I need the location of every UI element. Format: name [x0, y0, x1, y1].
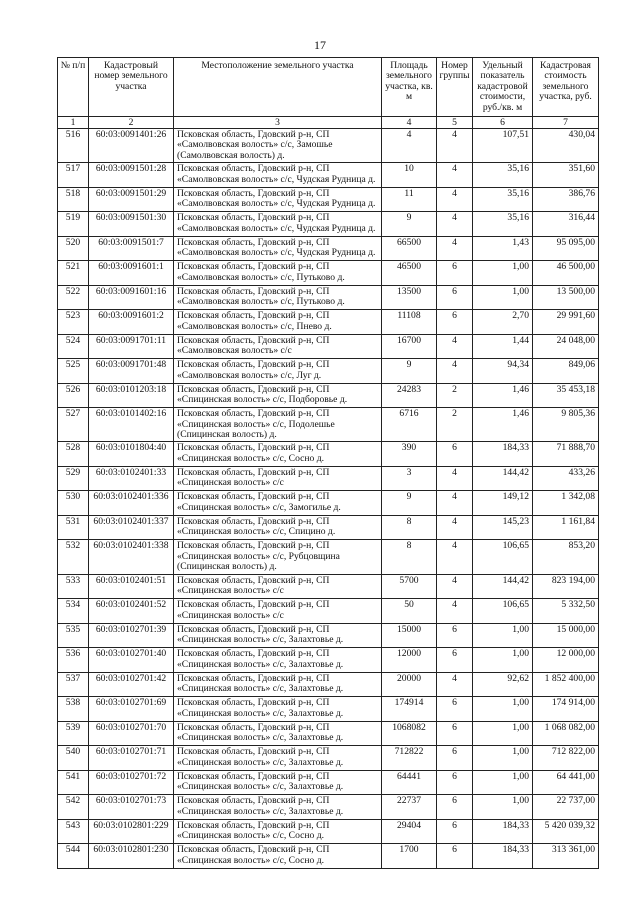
area-cell: 9: [382, 359, 437, 384]
area-cell: 1068082: [382, 721, 437, 746]
row-number-cell: 538: [58, 697, 89, 722]
specific-value-cell: 184,33: [473, 819, 533, 844]
cadastral-number-cell: 60:03:0101402:16: [89, 408, 174, 442]
cadastral-number-cell: 60:03:0102401:33: [89, 466, 174, 491]
table-row: [58, 746, 599, 771]
location-cell: Псковская область, Гдовский р-н, СП «Спицинская волость» с/с, Залахтовье д.: [174, 721, 382, 746]
cadastral-cost-cell: 849,06: [533, 359, 599, 384]
cadastral-cost-cell: 1 852 400,00: [533, 672, 599, 697]
cadastral-number-cell: 60:03:0102701:70: [89, 721, 174, 746]
group-number-cell: 6: [437, 844, 473, 869]
table-row: [58, 623, 599, 648]
location-cell: Псковская область, Гдовский р-н, СП «Спицинская волость» с/с, Залахтовье д.: [174, 623, 382, 648]
cadastral-number-cell: 60:03:0102401:337: [89, 515, 174, 540]
cadastral-number-cell: 60:03:0102701:73: [89, 795, 174, 820]
row-number-cell: 537: [58, 672, 89, 697]
group-number-cell: 4: [437, 515, 473, 540]
header-cadastral-cost: Кадастровая стоимость земельного участка, руб.: [533, 58, 599, 117]
specific-value-cell: 1,43: [473, 236, 533, 261]
header-row-number: № п/п: [58, 58, 89, 117]
page-number: 17: [314, 38, 326, 52]
area-cell: 5700: [382, 574, 437, 599]
table-row: [58, 310, 599, 335]
column-number: 1: [58, 117, 89, 129]
group-number-cell: 2: [437, 408, 473, 442]
area-cell: 174914: [382, 697, 437, 722]
location-cell: Псковская область, Гдовский р-н, СП «Спицинская волость» с/с, Сосно д.: [174, 819, 382, 844]
header-specific-value: Удельный показатель кадастровой стоимости, руб./кв. м: [473, 58, 533, 117]
cadastral-cost-cell: 823 194,00: [533, 574, 599, 599]
group-number-cell: 6: [437, 697, 473, 722]
cadastral-cost-cell: 15 000,00: [533, 623, 599, 648]
cadastral-number-cell: 60:03:0091601:16: [89, 285, 174, 310]
table-row: [58, 359, 599, 384]
area-cell: 50: [382, 599, 437, 624]
specific-value-cell: 1,00: [473, 697, 533, 722]
cadastral-cost-cell: 712 822,00: [533, 746, 599, 771]
location-cell: Псковская область, Гдовский р-н, СП «Спицинская волость» с/с: [174, 574, 382, 599]
specific-value-cell: 1,46: [473, 408, 533, 442]
specific-value-cell: 1,00: [473, 648, 533, 673]
table-row: [58, 236, 599, 261]
specific-value-cell: 144,42: [473, 574, 533, 599]
cadastral-cost-cell: 5 332,50: [533, 599, 599, 624]
cadastral-cost-cell: 316,44: [533, 212, 599, 237]
area-cell: 20000: [382, 672, 437, 697]
cadastral-value-table: [57, 57, 599, 869]
area-cell: 66500: [382, 236, 437, 261]
row-number-cell: 532: [58, 540, 89, 574]
group-number-cell: 4: [437, 491, 473, 516]
specific-value-cell: 35,16: [473, 163, 533, 188]
group-number-cell: 4: [437, 540, 473, 574]
specific-value-cell: 184,33: [473, 844, 533, 869]
row-number-cell: 517: [58, 163, 89, 188]
cadastral-cost-cell: 386,76: [533, 187, 599, 212]
group-number-cell: 6: [437, 770, 473, 795]
specific-value-cell: 144,42: [473, 466, 533, 491]
location-cell: Псковская область, Гдовский р-н, СП «Самолвовская волость» с/с, Замошье (Самолвовская волость) д.: [174, 129, 382, 163]
cadastral-number-cell: 60:03:0102701:72: [89, 770, 174, 795]
specific-value-cell: 1,00: [473, 285, 533, 310]
table-row: [58, 187, 599, 212]
area-cell: 712822: [382, 746, 437, 771]
cadastral-number-cell: 60:03:0091601:2: [89, 310, 174, 335]
row-number-cell: 533: [58, 574, 89, 599]
cadastral-cost-cell: 1 342,08: [533, 491, 599, 516]
location-cell: Псковская область, Гдовский р-н, СП «Самолвовская волость» с/с, Путьково д.: [174, 285, 382, 310]
group-number-cell: 6: [437, 746, 473, 771]
area-cell: 6716: [382, 408, 437, 442]
specific-value-cell: 1,00: [473, 770, 533, 795]
cadastral-cost-cell: 24 048,00: [533, 334, 599, 359]
area-cell: 9: [382, 491, 437, 516]
cadastral-number-cell: 60:03:0091701:11: [89, 334, 174, 359]
specific-value-cell: 35,16: [473, 187, 533, 212]
table-row: [58, 491, 599, 516]
group-number-cell: 6: [437, 648, 473, 673]
group-number-cell: 4: [437, 236, 473, 261]
specific-value-cell: 1,00: [473, 721, 533, 746]
cadastral-cost-cell: 430,04: [533, 129, 599, 163]
row-number-cell: 540: [58, 746, 89, 771]
cadastral-number-cell: 60:03:0101804:40: [89, 442, 174, 467]
group-number-cell: 6: [437, 623, 473, 648]
cadastral-cost-cell: 29 991,60: [533, 310, 599, 335]
row-number-cell: 520: [58, 236, 89, 261]
specific-value-cell: 145,23: [473, 515, 533, 540]
cadastral-cost-cell: 46 500,00: [533, 261, 599, 286]
row-number-cell: 528: [58, 442, 89, 467]
header-location: Местоположение земельного участка: [174, 58, 382, 117]
table-row: [58, 795, 599, 820]
row-number-cell: 525: [58, 359, 89, 384]
table-row: [58, 466, 599, 491]
specific-value-cell: 106,65: [473, 599, 533, 624]
table-row: [58, 442, 599, 467]
cadastral-number-cell: 60:03:0102801:229: [89, 819, 174, 844]
table-row: [58, 574, 599, 599]
area-cell: 390: [382, 442, 437, 467]
cadastral-number-cell: 60:03:0091601:1: [89, 261, 174, 286]
location-cell: Псковская область, Гдовский р-н, СП «Спицинская волость» с/с, Залахтовье д.: [174, 672, 382, 697]
row-number-cell: 535: [58, 623, 89, 648]
row-number-cell: 523: [58, 310, 89, 335]
cadastral-number-cell: 60:03:0102701:42: [89, 672, 174, 697]
area-cell: 64441: [382, 770, 437, 795]
area-cell: 9: [382, 212, 437, 237]
row-number-cell: 527: [58, 408, 89, 442]
table-row: [58, 285, 599, 310]
group-number-cell: 6: [437, 795, 473, 820]
area-cell: 46500: [382, 261, 437, 286]
header-group: Номер группы: [437, 58, 473, 117]
cadastral-number-cell: 60:03:0091501:30: [89, 212, 174, 237]
cadastral-number-cell: 60:03:0102701:71: [89, 746, 174, 771]
location-cell: Псковская область, Гдовский р-н, СП «Самолвовская волость» с/с, Пнево д.: [174, 310, 382, 335]
table-header-row: [58, 58, 599, 117]
cadastral-number-cell: 60:03:0102401:338: [89, 540, 174, 574]
row-number-cell: 536: [58, 648, 89, 673]
table-body: [58, 129, 599, 869]
cadastral-cost-cell: 64 441,00: [533, 770, 599, 795]
cadastral-cost-cell: 71 888,70: [533, 442, 599, 467]
table-row: [58, 408, 599, 442]
specific-value-cell: 107,51: [473, 129, 533, 163]
location-cell: Псковская область, Гдовский р-н, СП «Спицинская волость» с/с, Залахтовье д.: [174, 697, 382, 722]
specific-value-cell: 92,62: [473, 672, 533, 697]
row-number-cell: 524: [58, 334, 89, 359]
row-number-cell: 534: [58, 599, 89, 624]
area-cell: 10: [382, 163, 437, 188]
table-row: [58, 721, 599, 746]
column-number: 6: [473, 117, 533, 129]
table-row: [58, 129, 599, 163]
group-number-cell: 4: [437, 212, 473, 237]
cadastral-number-cell: 60:03:0091501:29: [89, 187, 174, 212]
specific-value-cell: 1,44: [473, 334, 533, 359]
cadastral-cost-cell: 174 914,00: [533, 697, 599, 722]
row-number-cell: 529: [58, 466, 89, 491]
cadastral-cost-cell: 22 737,00: [533, 795, 599, 820]
table-row: [58, 212, 599, 237]
row-number-cell: 539: [58, 721, 89, 746]
table-row: [58, 515, 599, 540]
group-number-cell: 4: [437, 599, 473, 624]
group-number-cell: 4: [437, 129, 473, 163]
table-row: [58, 540, 599, 574]
cadastral-number-cell: 60:03:0102401:51: [89, 574, 174, 599]
table-row: [58, 383, 599, 408]
table-row: [58, 844, 599, 869]
location-cell: Псковская область, Гдовский р-н, СП «Спицинская волость» с/с, Залахтовье д.: [174, 648, 382, 673]
table-row: [58, 697, 599, 722]
header-cadastral-number: Кадастровый номер земельного участка: [89, 58, 174, 117]
table-row: [58, 163, 599, 188]
area-cell: 8: [382, 540, 437, 574]
cadastral-number-cell: 60:03:0102701:39: [89, 623, 174, 648]
row-number-cell: 530: [58, 491, 89, 516]
group-number-cell: 4: [437, 163, 473, 188]
group-number-cell: 6: [437, 261, 473, 286]
area-cell: 4: [382, 129, 437, 163]
cadastral-cost-cell: 9 805,36: [533, 408, 599, 442]
specific-value-cell: 35,16: [473, 212, 533, 237]
cadastral-number-cell: 60:03:0102401:336: [89, 491, 174, 516]
specific-value-cell: 1,00: [473, 746, 533, 771]
table-row: [58, 334, 599, 359]
group-number-cell: 6: [437, 442, 473, 467]
cadastral-cost-cell: 351,60: [533, 163, 599, 188]
location-cell: Псковская область, Гдовский р-н, СП «Спицинская волость» с/с, Сосно д.: [174, 844, 382, 869]
location-cell: Псковская область, Гдовский р-н, СП «Спицинская волость» с/с, Замогилье д.: [174, 491, 382, 516]
location-cell: Псковская область, Гдовский р-н, СП «Самолвовская волость» с/с, Путьково д.: [174, 261, 382, 286]
location-cell: Псковская область, Гдовский р-н, СП «Спицинская волость» с/с, Подолешье (Спицинская волость) д.: [174, 408, 382, 442]
cadastral-number-cell: 60:03:0102701:40: [89, 648, 174, 673]
group-number-cell: 6: [437, 285, 473, 310]
group-number-cell: 4: [437, 334, 473, 359]
group-number-cell: 4: [437, 672, 473, 697]
row-number-cell: 526: [58, 383, 89, 408]
group-number-cell: 6: [437, 310, 473, 335]
specific-value-cell: 184,33: [473, 442, 533, 467]
row-number-cell: 542: [58, 795, 89, 820]
cadastral-number-cell: 60:03:0102701:69: [89, 697, 174, 722]
specific-value-cell: 1,46: [473, 383, 533, 408]
location-cell: Псковская область, Гдовский р-н, СП «Спицинская волость» с/с, Подборовье д.: [174, 383, 382, 408]
table-row: [58, 261, 599, 286]
area-cell: 22737: [382, 795, 437, 820]
table-row: [58, 672, 599, 697]
location-cell: Псковская область, Гдовский р-н, СП «Спицинская волость» с/с: [174, 466, 382, 491]
location-cell: Псковская область, Гдовский р-н, СП «Самолвовская волость» с/с, Чудская Рудница д.: [174, 187, 382, 212]
area-cell: 8: [382, 515, 437, 540]
location-cell: Псковская область, Гдовский р-н, СП «Самолвовская волость» с/с, Луг д.: [174, 359, 382, 384]
table-row: [58, 770, 599, 795]
location-cell: Псковская область, Гдовский р-н, СП «Самолвовская волость» с/с, Чудская Рудница д.: [174, 163, 382, 188]
group-number-cell: 6: [437, 721, 473, 746]
group-number-cell: 4: [437, 574, 473, 599]
cadastral-cost-cell: 13 500,00: [533, 285, 599, 310]
location-cell: Псковская область, Гдовский р-н, СП «Спицинская волость» с/с, Сосно д.: [174, 442, 382, 467]
group-number-cell: 2: [437, 383, 473, 408]
area-cell: 1700: [382, 844, 437, 869]
cadastral-number-cell: 60:03:0102401:52: [89, 599, 174, 624]
area-cell: 11: [382, 187, 437, 212]
group-number-cell: 6: [437, 819, 473, 844]
location-cell: Псковская область, Гдовский р-н, СП «Самолвовская волость» с/с: [174, 334, 382, 359]
row-number-cell: 543: [58, 819, 89, 844]
location-cell: Псковская область, Гдовский р-н, СП «Спицинская волость» с/с, Рубцовщина (Спицинская волость) д.: [174, 540, 382, 574]
location-cell: Псковская область, Гдовский р-н, СП «Спицинская волость» с/с, Залахтовье д.: [174, 770, 382, 795]
specific-value-cell: 1,00: [473, 261, 533, 286]
specific-value-cell: 1,00: [473, 795, 533, 820]
cadastral-number-cell: 60:03:0091401:26: [89, 129, 174, 163]
column-number: 3: [174, 117, 382, 129]
table-row: [58, 599, 599, 624]
column-number: 2: [89, 117, 174, 129]
area-cell: 24283: [382, 383, 437, 408]
location-cell: Псковская область, Гдовский р-н, СП «Самолвовская волость» с/с, Чудская Рудница д.: [174, 236, 382, 261]
table-row: [58, 819, 599, 844]
header-area: Площадь земельного участка, кв. м: [382, 58, 437, 117]
cadastral-cost-cell: 853,20: [533, 540, 599, 574]
group-number-cell: 4: [437, 187, 473, 212]
row-number-cell: 518: [58, 187, 89, 212]
area-cell: 3: [382, 466, 437, 491]
column-number: 5: [437, 117, 473, 129]
cadastral-cost-cell: 313 361,00: [533, 844, 599, 869]
location-cell: Псковская область, Гдовский р-н, СП «Самолвовская волость» с/с, Чудская Рудница д.: [174, 212, 382, 237]
specific-value-cell: 1,00: [473, 623, 533, 648]
row-number-cell: 544: [58, 844, 89, 869]
location-cell: Псковская область, Гдовский р-н, СП «Спицинская волость» с/с, Залахтовье д.: [174, 746, 382, 771]
location-cell: Псковская область, Гдовский р-н, СП «Спицинская волость» с/с, Спицино д.: [174, 515, 382, 540]
cadastral-cost-cell: 433,26: [533, 466, 599, 491]
group-number-cell: 4: [437, 466, 473, 491]
specific-value-cell: 106,65: [473, 540, 533, 574]
row-number-cell: 541: [58, 770, 89, 795]
cadastral-cost-cell: 35 453,18: [533, 383, 599, 408]
area-cell: 13500: [382, 285, 437, 310]
group-number-cell: 4: [437, 359, 473, 384]
row-number-cell: 516: [58, 129, 89, 163]
specific-value-cell: 2,70: [473, 310, 533, 335]
area-cell: 16700: [382, 334, 437, 359]
column-number: 4: [382, 117, 437, 129]
specific-value-cell: 94,34: [473, 359, 533, 384]
cadastral-cost-cell: 95 095,00: [533, 236, 599, 261]
table-row: [58, 648, 599, 673]
specific-value-cell: 149,12: [473, 491, 533, 516]
cadastral-number-cell: 60:03:0102801:230: [89, 844, 174, 869]
column-number: 7: [533, 117, 599, 129]
cadastral-cost-cell: 12 000,00: [533, 648, 599, 673]
cadastral-number-cell: 60:03:0101203:18: [89, 383, 174, 408]
cadastral-number-cell: 60:03:0091501:28: [89, 163, 174, 188]
area-cell: 29404: [382, 819, 437, 844]
row-number-cell: 522: [58, 285, 89, 310]
area-cell: 11108: [382, 310, 437, 335]
column-number-row: [58, 117, 599, 129]
cadastral-number-cell: 60:03:0091501:7: [89, 236, 174, 261]
row-number-cell: 519: [58, 212, 89, 237]
cadastral-cost-cell: 1 068 082,00: [533, 721, 599, 746]
row-number-cell: 531: [58, 515, 89, 540]
location-cell: Псковская область, Гдовский р-н, СП «Спицинская волость» с/с, Залахтовье д.: [174, 795, 382, 820]
cadastral-cost-cell: 1 161,84: [533, 515, 599, 540]
area-cell: 12000: [382, 648, 437, 673]
cadastral-cost-cell: 5 420 039,32: [533, 819, 599, 844]
area-cell: 15000: [382, 623, 437, 648]
cadastral-number-cell: 60:03:0091701:48: [89, 359, 174, 384]
location-cell: Псковская область, Гдовский р-н, СП «Спицинская волость» с/с: [174, 599, 382, 624]
row-number-cell: 521: [58, 261, 89, 286]
